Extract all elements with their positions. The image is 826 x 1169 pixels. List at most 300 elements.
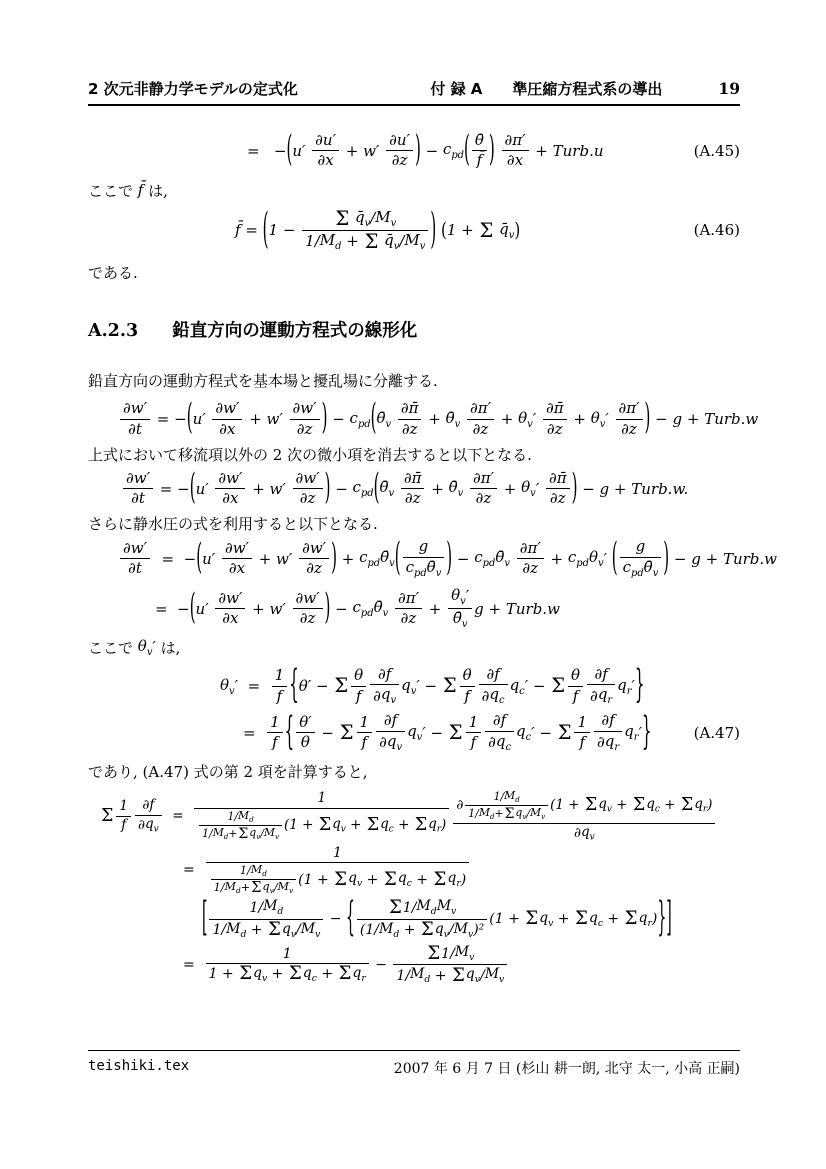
math-fraction — [215, 470, 245, 508]
math-row — [222, 559, 252, 577]
math-text: ∂x — [228, 559, 246, 578]
math-text: 1/ — [202, 827, 213, 841]
math-text: f — [355, 686, 362, 705]
math-fraction — [357, 714, 373, 752]
subscript: v — [530, 488, 536, 500]
math-fraction — [574, 714, 590, 752]
math-text: ∂π̄ — [403, 468, 422, 487]
subscript: c — [525, 732, 532, 744]
math-text: 1 + — [208, 966, 239, 983]
math-text: f — [276, 686, 283, 705]
subscript: d — [335, 240, 342, 252]
math-expression-w3a — [118, 533, 778, 580]
subscript: v — [435, 567, 442, 579]
math-row — [485, 732, 514, 753]
sum-operator: Σ — [239, 963, 253, 985]
math-fraction — [466, 714, 482, 752]
inline-text-koko-theta — [88, 637, 740, 658]
math-fraction — [472, 132, 487, 170]
math-fraction — [357, 898, 487, 940]
math-row — [302, 231, 428, 252]
math-text: 1 — [332, 844, 342, 861]
math-text: ∂π′ — [618, 399, 640, 418]
math-text: ∂z — [400, 609, 417, 628]
math-text: = — [183, 862, 204, 879]
math-expression-b1 — [100, 790, 717, 843]
math-symbol: $q_r$ — [624, 722, 639, 744]
math-symbol: $M_v$ — [454, 943, 475, 963]
math-symbol: $q_v$ — [465, 966, 480, 986]
math-fraction — [215, 590, 245, 628]
math-fraction — [395, 590, 422, 628]
section-number: A.2.3 — [88, 321, 139, 342]
math-row — [222, 540, 252, 559]
math-symbol: $c_{pd}$ — [442, 140, 464, 162]
math-row — [502, 132, 529, 151]
math-text: ′ − — [416, 677, 442, 696]
math-text: ∂z — [306, 559, 322, 578]
math-text: + Turb.u — [530, 141, 604, 160]
subscript: v — [262, 972, 268, 984]
math-text: ∂π′ — [473, 468, 495, 487]
math-text: ∂u′ — [315, 131, 336, 149]
running-header — [88, 78, 740, 106]
math-text: 1 — [317, 790, 327, 807]
sum-operator: Σ — [551, 674, 566, 698]
subscript: pd — [367, 558, 381, 570]
math-expression-b2 — [183, 845, 471, 897]
subscript: r — [647, 917, 652, 929]
subscript: v — [504, 558, 510, 570]
math-text: + — [496, 410, 519, 429]
subscript: v — [548, 917, 554, 929]
math-text: − — [420, 141, 443, 160]
math-text: + — [553, 911, 574, 928]
math-text: − — [325, 911, 346, 928]
math-row — [386, 132, 413, 151]
subscript: v — [499, 974, 505, 986]
subscript: pd — [451, 150, 464, 162]
math-text: 1/ — [468, 807, 479, 821]
math-text: ) — [441, 816, 447, 833]
math-text: ′ = — [234, 677, 270, 696]
math-row — [376, 712, 405, 731]
math-symbol: $q_v$ — [144, 815, 159, 835]
math-row — [212, 420, 242, 438]
subscript: v — [454, 418, 461, 430]
sum-operator: Σ — [632, 795, 646, 816]
math-row — [135, 816, 162, 835]
math-text: ′ − — [422, 723, 448, 742]
sum-operator: Σ — [442, 674, 457, 698]
subscript: v — [382, 608, 389, 620]
math-text: ∂x — [222, 609, 239, 628]
equation-w-hydrostatic-line1 — [88, 533, 778, 580]
sum-operator: Σ — [338, 963, 352, 985]
math-text: ∂w′ — [218, 468, 243, 487]
subscript: v — [340, 824, 346, 835]
delimiter: ) — [514, 217, 521, 242]
math-row — [302, 206, 428, 231]
math-row — [401, 470, 425, 489]
math-symbol: $q_v$ — [262, 880, 274, 896]
math-text: u′ — [192, 410, 211, 429]
math-expression-a47b — [243, 707, 652, 754]
math-fraction — [290, 400, 320, 438]
subscript: v — [274, 832, 279, 842]
math-text: θ′ − — [298, 677, 334, 696]
math-symbol: $M_d$ — [504, 788, 520, 805]
sum-operator: Σ — [251, 879, 262, 897]
math-text: / — [273, 881, 278, 895]
math-symbol: $\thetā_v$ — [376, 408, 392, 430]
math-text: ∂ — [488, 733, 496, 752]
math-symbol: $q_v$ — [407, 722, 423, 744]
math-text: − — [316, 723, 339, 742]
math-fraction — [312, 132, 339, 170]
math-row — [193, 400, 322, 438]
math-symbol: $\thetā_v$ — [495, 548, 510, 570]
math-text: ∂w′ — [218, 589, 243, 608]
subscript: d — [489, 812, 495, 822]
math-row — [211, 864, 297, 881]
sum-operator: Σ — [339, 720, 354, 744]
subscript: c — [505, 741, 512, 753]
math-symbol: $M_d$ — [263, 898, 284, 917]
math-delimited-group — [370, 395, 651, 439]
math-symbol: $q_c$ — [509, 675, 525, 697]
math-text: ∂ — [590, 686, 598, 705]
delimiter: ) — [488, 127, 495, 171]
math-row — [618, 538, 664, 579]
math-fraction — [517, 540, 544, 578]
math-text: 1 — [282, 945, 292, 962]
math-text: + — [602, 911, 624, 928]
math-text — [388, 600, 393, 618]
math-text: ∂ — [373, 686, 381, 705]
math-fraction — [403, 538, 445, 579]
math-symbol: $M_v$ — [277, 880, 294, 896]
math-expression-w2 — [121, 465, 689, 508]
paragraph-sarani: さらに静水圧の式を利用すると以下となる. — [88, 515, 378, 534]
math-text: / — [399, 232, 405, 251]
subscript: pd — [482, 558, 496, 570]
math-text: ∂w′ — [292, 399, 317, 418]
delimiter: ( — [394, 533, 401, 580]
math-text: / — [526, 807, 530, 821]
math-row — [448, 587, 472, 609]
subscript: r — [633, 732, 639, 744]
math-text: = − — [152, 410, 187, 429]
math-text: ∂t — [131, 489, 145, 508]
math-text: 1/ — [493, 789, 505, 803]
math-row — [448, 609, 472, 630]
math-row — [470, 470, 497, 489]
math-row — [447, 220, 514, 241]
subscript: v — [393, 240, 400, 252]
math-symbol: $M_v$ — [375, 207, 397, 229]
delimiter: ( — [441, 217, 447, 242]
footer-filename: teishiki.tex — [88, 1058, 190, 1074]
math-delimited-group — [611, 533, 670, 580]
math-fraction — [479, 666, 508, 707]
math-text: ∂z — [296, 419, 313, 438]
math-row — [543, 420, 567, 438]
sum-operator: Σ — [366, 814, 380, 835]
math-symbol: $c_{pd}$ — [349, 408, 371, 430]
math-text: f — [579, 733, 586, 752]
subscript: v — [416, 732, 423, 744]
math-text: g — [635, 537, 646, 556]
math-text: / — [448, 922, 454, 939]
math-row — [290, 420, 320, 438]
math-row — [272, 687, 288, 705]
math-row — [118, 533, 778, 580]
math-text: 1 — [119, 798, 128, 815]
math-row — [88, 180, 168, 201]
sum-operator: Σ — [427, 942, 441, 964]
math-text: ∂ — [138, 816, 145, 833]
math-fraction — [212, 400, 242, 438]
math-text: ∂z — [546, 419, 563, 438]
math-row — [299, 559, 329, 577]
math-text: θ̄ — [474, 131, 484, 149]
subscript: v — [469, 951, 475, 963]
math-text: f — [470, 733, 477, 752]
math-fraction — [302, 206, 428, 254]
math-row — [467, 420, 494, 438]
subscript: c — [654, 804, 660, 815]
subscript: r — [361, 972, 366, 984]
math-text: = — [243, 723, 266, 742]
math-symbol: $M_v$ — [530, 806, 546, 822]
sum-operator: Σ — [433, 868, 447, 890]
math-text: = − — [155, 479, 190, 498]
math-symbol: $q_v$ — [581, 823, 595, 843]
math-row — [485, 712, 514, 731]
math-row — [568, 667, 583, 686]
math-row — [194, 809, 449, 842]
math-row — [116, 817, 131, 834]
math-text: ∂z — [522, 559, 539, 578]
math-text: ′ − — [524, 677, 551, 696]
math-text: + — [228, 827, 238, 841]
math-row — [620, 538, 662, 557]
math-row — [460, 687, 475, 705]
sum-operator: Σ — [318, 814, 332, 835]
math-symbol: $q_v$ — [281, 920, 297, 940]
math-text: 1/ — [227, 809, 239, 823]
math-expression-b4 — [183, 944, 509, 986]
math-text: ∂t — [128, 559, 142, 578]
math-expression-a47a — [220, 660, 645, 707]
delimiter: { — [289, 660, 299, 707]
math-text: ∂w′ — [295, 468, 320, 487]
delimiter: { — [284, 707, 295, 754]
math-fraction — [123, 470, 153, 508]
section-heading — [88, 317, 740, 342]
delimiter: ) — [321, 395, 328, 439]
paragraph-joshiki: 上式において移流項以外の 2 次の微小項を消去すると以下となる. — [88, 445, 532, 464]
delimiter: ( — [196, 535, 203, 578]
math-symbol: $q_v$ — [515, 806, 527, 822]
math-symbol: $M_v$ — [300, 920, 321, 940]
math-fraction — [293, 590, 323, 628]
math-symbol: $q_r$ — [597, 684, 613, 706]
subscript: pd — [360, 488, 374, 500]
math-row — [479, 666, 508, 685]
subscript: d — [240, 928, 247, 940]
paragraph-separate: 鉛直方向の運動方程式を基本場と擾乱場に分離する. — [88, 372, 438, 391]
subscript: v — [606, 804, 612, 815]
math-fraction — [587, 666, 615, 707]
subscript: d — [393, 928, 400, 940]
math-text: ∂t — [128, 419, 142, 438]
math-symbol: $q_c$ — [516, 722, 532, 744]
math-text: (1 + — [298, 871, 334, 888]
math-text: ∂π′ — [397, 589, 420, 608]
subscript: v — [508, 229, 515, 241]
math-symbol: $\theta_v$ — [521, 478, 536, 500]
math-text: + — [424, 599, 447, 618]
math-text: + — [568, 410, 591, 429]
subscript: d — [262, 868, 267, 878]
subscript: r — [607, 694, 613, 706]
math-row — [206, 863, 470, 896]
delimiter: ( — [373, 465, 380, 508]
math-text: ∂z — [549, 489, 566, 508]
math-text: + w′ — [340, 141, 385, 160]
math-symbol: $M_v$ — [404, 230, 426, 252]
subscript: v — [269, 886, 274, 896]
subscript: r — [436, 824, 442, 835]
math-fraction — [594, 712, 622, 753]
math-text: + — [240, 881, 251, 895]
equation-derivation-line4 — [88, 944, 740, 986]
math-row — [517, 540, 544, 559]
math-fraction — [616, 400, 643, 438]
math-text: = − — [247, 141, 287, 160]
math-text: + w′ — [247, 599, 291, 618]
math-delimited-group — [189, 585, 331, 629]
sum-operator: Σ — [364, 230, 379, 254]
delimiter: [ — [202, 895, 208, 941]
subscript: v — [652, 567, 659, 579]
math-row — [386, 151, 413, 169]
footer-date-authors: 2007 年 6 月 7 日 (杉山 耕一朗, 北守 太一, 小高 正嗣) — [393, 1061, 740, 1077]
math-text: f̄ = — [235, 221, 263, 240]
sum-operator: Σ — [624, 907, 638, 929]
math-text: + — [494, 807, 504, 821]
math-text: f — [464, 686, 470, 705]
math-row — [470, 132, 489, 170]
math-row — [88, 637, 180, 658]
math-fraction — [376, 712, 405, 753]
math-fraction — [209, 898, 323, 940]
sum-operator: Σ — [584, 795, 598, 816]
subscript: r — [702, 804, 708, 815]
page-number: 19 — [718, 79, 740, 98]
math-row — [267, 733, 283, 751]
subscript: v — [410, 685, 417, 697]
math-fraction — [398, 400, 422, 438]
math-text — [394, 480, 399, 498]
delimiter: } — [641, 707, 652, 754]
math-text: + — [411, 871, 433, 888]
math-expression-koko-theta — [88, 637, 180, 658]
subscript: v — [146, 646, 153, 658]
math-row — [116, 799, 131, 817]
math-text: ′ — [631, 677, 635, 696]
math-fraction — [222, 540, 252, 578]
math-text: + — [393, 816, 414, 833]
math-row — [370, 685, 399, 706]
math-text: = − — [152, 549, 197, 568]
math-text: ∂ — [481, 686, 490, 705]
math-text: ∂π′ — [519, 538, 541, 557]
math-text: + — [426, 479, 449, 498]
math-symbol: $q_r$ — [604, 731, 620, 753]
math-row — [467, 400, 494, 419]
math-row — [546, 489, 570, 507]
math-symbol: $q_v$ — [434, 920, 449, 940]
math-symbol: $q_r$ — [617, 675, 632, 697]
math-text: ′ — [532, 410, 541, 429]
math-symbol: $q_c$ — [489, 684, 505, 706]
delimiter: ( — [286, 127, 293, 171]
subscript: r — [456, 878, 461, 889]
delimiter: { — [345, 895, 355, 941]
math-text: ∂f — [492, 711, 507, 730]
equation-w-linearized — [88, 465, 740, 508]
math-text: )² — [473, 922, 485, 939]
math-symbol: $q_v$ — [253, 964, 268, 984]
math-text: ∂ — [574, 824, 582, 841]
math-row — [370, 666, 399, 685]
sum-operator: Σ — [557, 720, 572, 744]
math-text: θ — [300, 733, 310, 752]
subscript: v — [443, 928, 449, 940]
math-row — [376, 400, 644, 438]
math-row — [272, 667, 288, 686]
math-row — [568, 687, 583, 705]
math-row — [209, 920, 323, 940]
math-fraction — [267, 714, 283, 752]
math-expression-b3 — [202, 895, 672, 941]
math-row — [466, 714, 482, 733]
math-fraction — [568, 667, 583, 705]
math-expression-koko-f — [88, 180, 168, 201]
math-text: ∂x — [317, 151, 334, 170]
math-symbol: $M_v$ — [436, 898, 457, 917]
math-fraction — [546, 470, 570, 508]
math-text: ) — [651, 911, 658, 928]
math-row — [357, 898, 487, 919]
subscript: pd — [631, 567, 644, 579]
math-symbol: $M_d$ — [226, 920, 247, 940]
math-text: ∂π̄ — [400, 399, 419, 418]
math-fraction — [543, 400, 567, 438]
math-row — [120, 559, 150, 577]
subscript: c — [388, 824, 394, 835]
math-text: ∂x — [222, 489, 239, 508]
math-row — [395, 590, 422, 609]
math-fraction — [351, 667, 366, 705]
math-symbol: $q̄_v$ — [384, 230, 400, 252]
math-symbol: $q_c$ — [397, 870, 412, 889]
math-text: / — [296, 922, 301, 939]
math-text: = − — [155, 599, 190, 618]
